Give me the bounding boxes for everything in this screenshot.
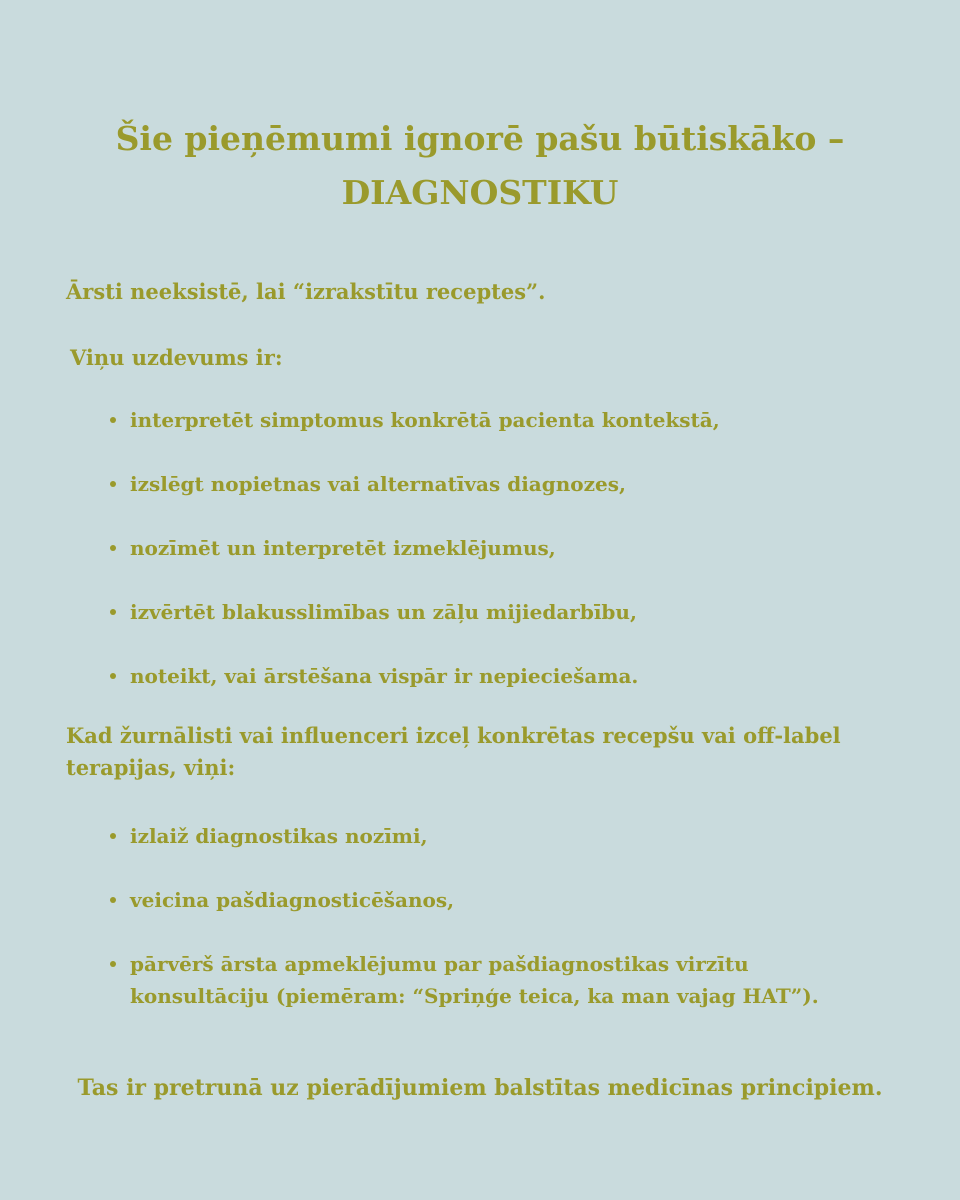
title-line-1: Šie pieņēmumi ignorē pašu būtiskāko – xyxy=(115,119,845,158)
list-item: noteikt, vai ārstēšana vispār ir nepieciešama. xyxy=(108,660,908,692)
list-item: nozīmēt un interpretēt izmeklējumus, xyxy=(108,532,908,564)
title-line-2: DIAGNOSTIKU xyxy=(341,173,619,212)
second-paragraph: Kad žurnālisti vai influenceri izceļ konkrētas recepšu vai off-label terapijas, viņi: xyxy=(66,723,841,780)
list-item: interpretēt simptomus konkrētā pacienta kontekstā, xyxy=(108,404,908,436)
list-item: pārvērš ārsta apmeklējumu par pašdiagnostikas virzītu konsultāciju (piemēram: “Spriņģe teica, ka man vajag HAT”). xyxy=(108,948,908,1012)
lead-paragraph: Viņu uzdevums ir: xyxy=(70,345,283,370)
list-item: izvērtēt blakusslimības un zāļu mijiedarbību, xyxy=(108,596,908,628)
page-title xyxy=(0,112,960,220)
duties-list xyxy=(108,404,908,724)
intro-paragraph: Ārsti neeksistē, lai “izrakstītu receptes”. xyxy=(66,279,546,304)
effects-list xyxy=(108,820,908,1044)
closing-statement: Tas ir pretrunā uz pierādījumiem balstītas medicīnas principiem. xyxy=(77,1075,883,1101)
list-item: izslēgt nopietnas vai alternatīvas diagnozes, xyxy=(108,468,908,500)
list-item: veicina pašdiagnosticēšanos, xyxy=(108,884,908,916)
list-item: izlaiž diagnostikas nozīmi, xyxy=(108,820,908,852)
